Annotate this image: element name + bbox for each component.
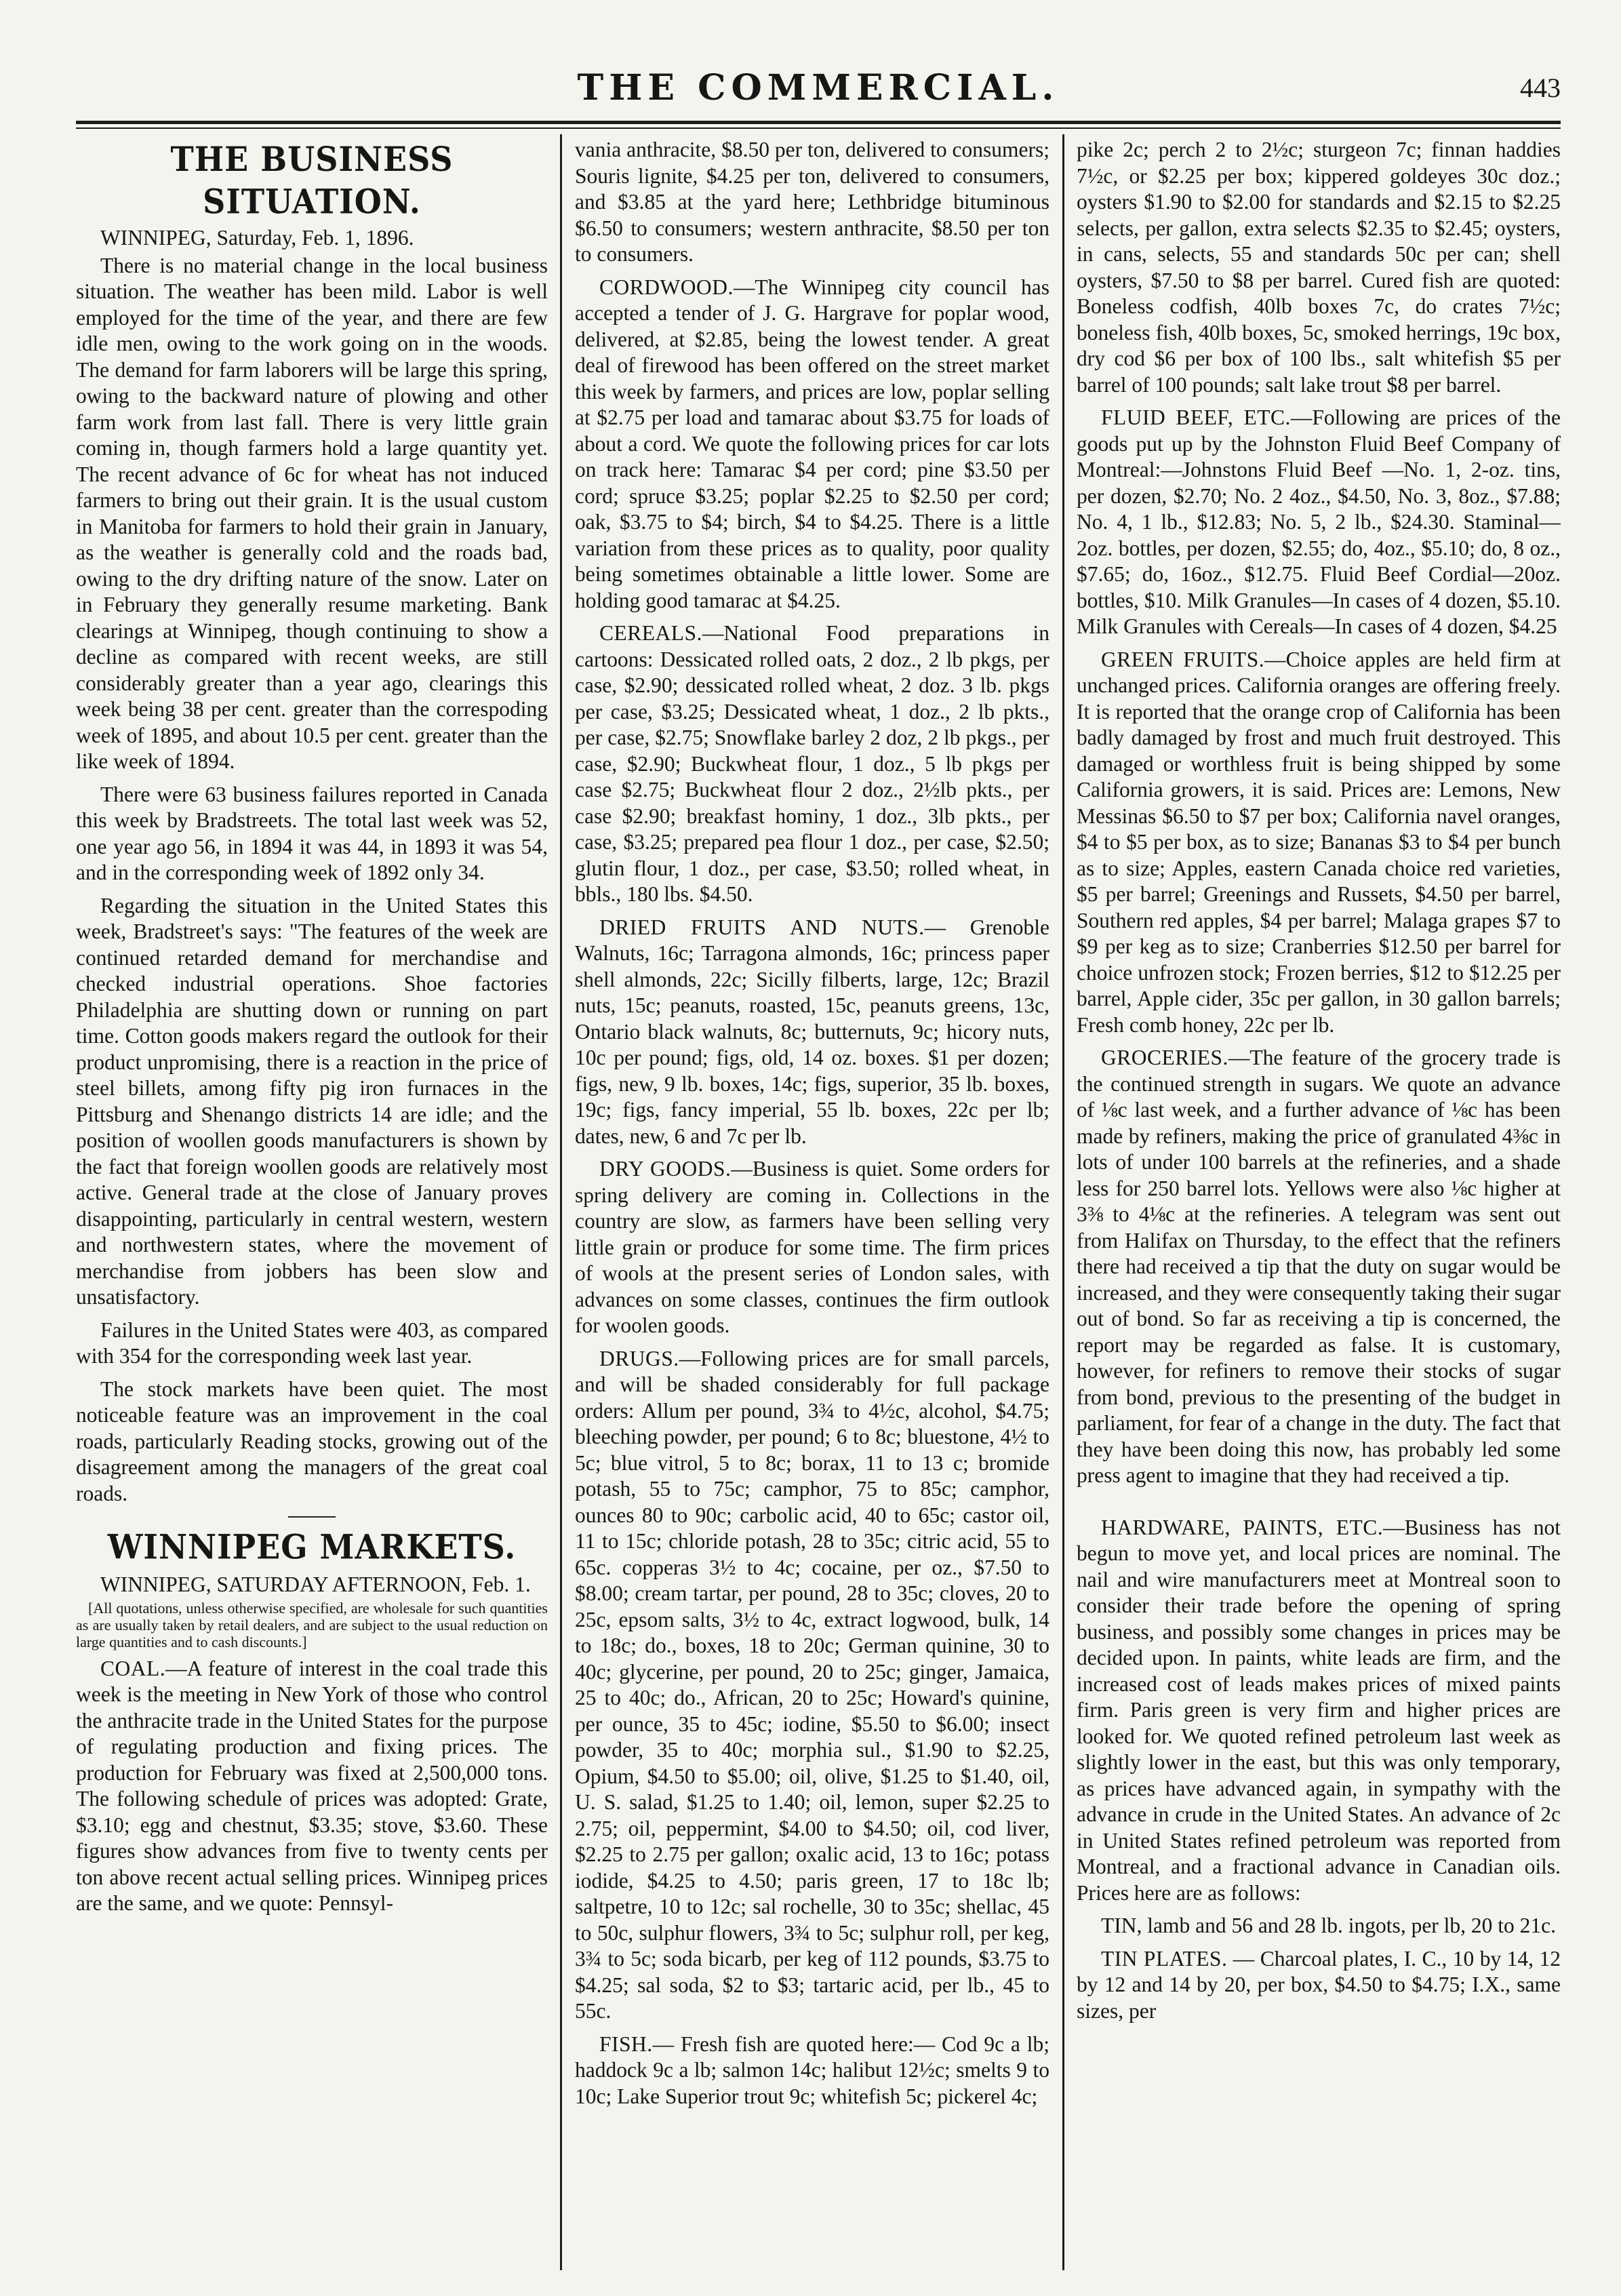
paragraph-cereals (575, 620, 1049, 908)
page-number: 443 (1520, 73, 1561, 103)
subhead: GREEN FRUITS. (1101, 647, 1265, 671)
subhead: DRY GOODS. (599, 1157, 732, 1181)
newspaper-title: THE COMMERCIAL. (577, 67, 1060, 108)
paragraph-fluid-beef (1077, 405, 1561, 640)
paragraph: pike 2c; perch 2 to 2½c; sturgeon 7c; finnan haddies 7½c, or $2.25 per box; kippered goldeyes 30c doz.; oysters $1.90 to $2.00 for standards and $2.15 to $2.25 selects, per gallon, extra selects $2.35 to $2.45; oysters, in cans, selects, 55 and standards 50c per can; shell oysters, $7.50 to $8 per barrel. Cured fish are quoted: Boneless codfish, 40lb boxes 7c, do crates 7½c; boneless fish, 40lb boxes, 5c, smoked herrings, 19c box, dry cod $6 per box of 100 lbs., salt whitefish $5 per barrel of 100 pounds; salt lake trout $8 per barrel. (1077, 138, 1561, 397)
subhead: CORDWOOD. (599, 275, 734, 299)
paragraph: Regarding the situation in the United States this week, Bradstreet's says: "The features of the week are continued retarded demand for merchandise and checked industrial operations. Shoe factories Philadelphia are shutting down or running on part time. Cotton goods makers regard the outlook for their product unpromising, there is a reaction in the price of steel billets, among fifty pig iron furnaces in the Pittsburg and Shenango districts 14 are idle; and the position of woollen goods manufacturers is shown by the fact that foreign woollen goods are relatively most active. General trade at the close of January proves disappointing, particularly in central western, western and northwestern states, where the movement of merchandise from jobbers has been slow and unsatisfactory. (76, 893, 548, 1309)
paragraph-text: —Business has not begun to move yet, and local prices are nominal. The nail and wire manufacturers meet at Montreal soon to consider their trade before the opening of spring business, and possibly some changes in prices may be decided upon. In paints, white leads are firm, and the increased cost of leads makes prices of mixed paints firm. Paris green is very firm and higher prices are looked for. We quoted refined petroleum last week as slightly lower in the east, but this was only temporary, as prices have advanced again, in sympathy with the advance in crude in the United States. An advance of 2c in United States refined petroleum was reported from Montreal, and a fractional advance in Canadian oils. Prices here are as follows: (1077, 1515, 1561, 1905)
paragraph-text: —The Winnipeg city council has accepted a tender of J. G. Hargrave for poplar wood, delivered, at $2.85, being the lowest tender. A great deal of firewood has been offered on the street market this week by farmers, and prices are low, poplar selling at $2.75 per load and tamarac about $3.75 for loads of about a cord. We quote the following prices for car lots on track here: Tamarac $4 per cord; pine $3.50 per cord; spruce $3.25; poplar $2.25 to $2.50 per cord; oak, $3.75 to $4; birch, $4 to $4.25. There is a little variation from these prices as to quality, poor quality being sometimes obtainable a little lower. Some are holding good tamarac at $4.25. (575, 275, 1049, 612)
paragraph-text: —Following prices are for small parcels, and will be shaded considerably for full package orders: Allum per pound, 3¾ to 4½c, alcohol, $4.75; bleeching powder, per pound; 6 to 8c; bluestone, 4½ to 5c; blue vitrol, 5 to 8c; borax, 11 to 13 c; bromide potash, 55 to 75c; camphor, 75 to 85c; camphor, ounces 80 to 90c; carbolic acid, 40 to 65c; castor oil, 11 to 15c; chloride potash, 28 to 35c; citric acid, 55 to 65c. copperas 3½ to 4c; cocaine, per oz., $7.50 to $8.00; cream tartar, per pound, 28 to 35c; cloves, 20 to 25c, epsom salts, 3½ to 4c, extract logwood, bulk, 14 to 18c; do., boxes, 18 to 20c; German quinine, 30 to 40c; glycerine, per pound, 20 to 25c; ginger, Jamaica, 25 to 40c; do., African, 20 to 25c; Howard's quinine, per ounce, 35 to 45c; iodine, $5.50 to $6.00; insect powder, 35 to 40c; morphia sul., $1.90 to $2.25, Opium, $4.50 to $5.00; oil, olive, $1.25 to $1.40, oil, U. S. salad, $1.25 to 1.40; oil, lemon, super $2.25 to 2.75; oil, peppermint, $4.00 to $4.50; oil, cod liver, $2.25 to 2.75 per gallon; oxalic acid, 13 to 16c; potass iodide, $4.25 to 4.50; paris green, 17 to 18c lb; saltpetre, 10 to 12c; sal rochelle, 30 to 35c; shellac, 45 to 50c, sulphur flowers, 3¾ to 5c; sulphur roll, per keg, 3¾ to 5c; soda bicarb, per keg of 112 pounds, $3.75 to $4.25; sal soda, $2 to $3; tartaric acid, per lb., 45 to 55c. (575, 1346, 1049, 2023)
subhead: FISH. (599, 2032, 653, 2056)
column-2 (575, 137, 1049, 2270)
subhead: DRUGS. (599, 1346, 679, 1370)
subhead: FLUID BEEF, ETC. (1101, 405, 1291, 429)
column-3 (1077, 137, 1561, 2270)
paragraph-text: —The feature of the grocery trade is the continued strength in sugars. We quote an advance of ⅛c last week, and a further advance of ⅛c has been made by refiners, making the price of granulated 4⅜c in lots of under 100 barrels at the refineries, and a shade less for 250 barrel lots. Yellows were also ⅛c higher at 3⅜ to 4⅛c at the refineries. A telegram was sent out from Halifax on Thursday, to the effect that the refiners there had received a tip that the duty on sugar would be increased, and they were consequently taking their sugar out of bond. So far as receiving a tip is concerned, the report may be regarded as false. It is customary, however, for refiners to remove their stocks of sugar from bond, previous to the presenting of the budget in parliament, for fear of a change in the duty. The fact that they have been doing this now, has probably led some press agent to imagine that they had received a tip. (1077, 1046, 1561, 1487)
section-separator (288, 1516, 336, 1518)
section-heading-winnipeg-markets: WINNIPEG MARKETS. (107, 1526, 517, 1567)
subhead: TIN PLATES. (1101, 1946, 1228, 1971)
column-divider-2 (1062, 134, 1064, 2270)
paragraph: The stock markets have been quiet. The most noticeable feature was an improvement in the coal roads, particularly Reading stocks, growing out of the disagreement among the managers of the great coal roads. (76, 1377, 548, 1505)
subhead: GROCERIES. (1101, 1046, 1228, 1069)
paragraph-dried-fruits (575, 915, 1049, 1150)
paragraph: There is no material change in the local business situation. The weather has been mild. Labor is well employed for the time of the year, and there are few idle men, owing to the work going on in the woods. The demand for farm laborers will be large this spring, owing to the backward nature of plowing and other farm work from last fall. There is very little grain coming in, though farmers hold a large quantity yet. The recent advance of 6c for wheat has not induced farmers to bring out their grain. It is the usual custom in Manitoba for farmers to hold their grain in January, as the weather is generally cold and the roads bad, owing to the dry drifting nature of the snow. Later on in February they generally resume marketing. Bank clearings at Winnipeg, though continuing to show a decline as compared with recent weeks, are still considerably greater than a year ago, clearings this week being 38 per cent. greater than the correspoding week of 1895, and about 10.5 per cent. greater than the like week of 1894. (76, 253, 548, 773)
spacer (1077, 1496, 1561, 1515)
paragraph-coal (76, 1656, 548, 1917)
paragraph-text: — Grenoble Walnuts, 16c; Tarragona almonds, 16c; princess paper shell almonds, 22c; Sicilly filberts, large, 12c; Brazil nuts, 15c; peanuts, roasted, 15c, peanuts greens, 13c, Ontario black walnuts, 8c; butternuts, 9c; hicory nuts, 10c per pound; figs, old, 14 oz. boxes. $1 per dozen; figs, new, 9 lb. boxes, 14c; figs, superior, 35 lb. boxes, 19c; figs, fancy imperial, 55 lb. boxes, 22c per lb; dates, new, 6 and 7c per lb. (575, 915, 1049, 1148)
paragraph-hardware (1077, 1515, 1561, 1907)
subhead: COAL. (100, 1656, 166, 1680)
paragraph-text: —A feature of interest in the coal trade this week is the meeting in New York of those who control the anthracite trade in the United States for the purpose of regulating production and fixing prices. The production for February was fixed at 2,500,000 tons. The following schedule of prices was adopted: Grate, $3.10; egg and chestnut, $3.35; stove, $3.60. These figures show advances from five to twenty cents per ton above recent actual selling prices. Winnipeg prices are the same, and we quote: Pennsyl- (76, 1656, 548, 1915)
paragraph: There were 63 business failures reported in Canada this week by Bradstreets. The total last week was 52, one year ago 56, in 1894 it was 44, in 1893 it was 54, and in the corresponding week of 1892 only 34. (76, 782, 548, 884)
subhead: HARDWARE, PAINTS, ETC. (1101, 1515, 1384, 1539)
paragraph: Failures in the United States were 403, as compared with 354 for the corresponding week last year. (76, 1318, 548, 1368)
paragraph-green-fruits (1077, 647, 1561, 1039)
subhead: DRIED FRUITS AND NUTS. (599, 915, 925, 939)
paragraph-cordwood (575, 275, 1049, 614)
paragraph: vania anthracite, $8.50 per ton, delivered to consumers; Souris lignite, $4.25 per ton, delivered to consumers, and $3.85 at the yard here; Lethbridge bituminous $6.50 to consumers; western anthracite, $8.50 per ton to consumers. (575, 138, 1049, 266)
paragraph-text: —Choice apples are held firm at unchanged prices. California oranges are offering freely. It is reported that the orange crop of California has been badly damaged by frost and much fruit destroyed. This damaged or worthless fruit is being shipped by some California growers, it is said. Prices are: Lemons, New Messinas $6.50 to $7 per box; California navel oranges, $4 to $5 per box, as to size; Bananas $3 to $4 per bunch as to size; Apples, eastern Canada choice red varieties, $5 per barrel; Greenings and Russets, $4.50 per barrel, Southern red apples, $4 per barrel; Malaga grapes $7 to $9 per keg as to size; Cranberries $12.50 per barrel for choice unfrozen stock; Frozen berries, $12 to $12.25 per barrel, Apple cider, 35c per gallon, in 30 gallon barrels; Fresh comb honey, 22c per lb. (1077, 647, 1561, 1037)
quotation-note: [All quotations, unless otherwise specified, are wholesale for such quantities as are usually taken by retail dealers, and are subject to the usual reduction on large quantities and to cash discounts.] (76, 1599, 548, 1650)
paragraph-text: —Following are prices of the goods put up by the Johnston Fluid Beef Company of Montreal:—Johnstons Fluid Beef —No. 1, 2-oz. tins, per dozen, $2.70; No. 2 4oz., $4.50, No. 3, 8oz., $7.88; No. 4, 1 lb., $12.83; No. 5, 2 lb., $24.30. Staminal—2oz. bottles, per dozen, $2.55; do, 4oz., $5.10; do, 8 oz., $7.65; do, 16oz., $12.75. Fluid Beef Cordial—20oz. bottles, $10. Milk Granules—In cases of 4 dozen, $5.10. Milk Granules with Cereals—In cases of 4 dozen, $4.25 (1077, 405, 1561, 638)
masthead-rule-thick (76, 121, 1561, 124)
paragraph-groceries (1077, 1045, 1561, 1489)
paragraph-tin-plates (1077, 1946, 1561, 2025)
paragraph-text: —Business is quiet. Some orders for spring delivery are coming in. Collections in the country are slow, as farmers have been selling very little grain or produce for some time. The firm prices of wools at the present series of London sales, with advances on some classes, continues the firm outlook for woolen goods. (575, 1157, 1049, 1337)
paragraph-drugs (575, 1346, 1049, 2025)
paragraph-fish (575, 2032, 1049, 2110)
dateline: WINNIPEG, SATURDAY AFTERNOON, Feb. 1. (100, 1572, 531, 1596)
paragraph-text: — Fresh fish are quoted here:— Cod 9c a lb; haddock 9c a lb; salmon 14c; halibut 12½c; smelts 9 to 10c; Lake Superior trout 9c; whitefish 5c; pickerel 4c; (575, 2032, 1049, 2108)
paragraph-dry-goods (575, 1156, 1049, 1339)
paragraph-text: —National Food preparations in cartoons: Dessicated rolled oats, 2 doz., 2 lb pkgs, per case, $2.90; dessicated rolled wheat, 2 doz. 3 lb. pkgs per case, $3.25; Dessicated wheat, 1 doz., 2 lb pkts., per case, $2.75; Snowflake barley 2 doz, 2 lb pkgs., per case, $2.90; Buckwheat flour, 1 doz., 5 lb pkgs per case $2.75; Buckwheat flour 2 doz., 2½lb pkts., per case $2.90; breakfast hominy, 1 doz., 3lb pkts., per case, $3.25; prepared pea flour 1 doz., per case, $2.50; glutin flour, 1 doz., per case, $3.50; rolled wheat, in bbls., 180 lbs. $4.50. (575, 621, 1049, 906)
column-1 (76, 137, 548, 2270)
masthead (76, 62, 1561, 117)
section-heading-business-situation: THE BUSINESS SITUATION. (170, 139, 454, 222)
column-divider-1 (560, 134, 562, 2270)
subhead: CEREALS. (599, 621, 702, 645)
paragraph-text: — Charcoal plates, I. C., 10 by 14, 12 by 12 and 14 by 20, per box, $4.50 to $4.75; I.X., same sizes, per (1077, 1946, 1561, 2023)
masthead-rule-thin (76, 127, 1561, 129)
paragraph-tin: TIN, lamb and 56 and 28 lb. ingots, per lb, 20 to 21c. (1101, 1914, 1557, 1937)
dateline: WINNIPEG, Saturday, Feb. 1, 1896. (100, 226, 414, 250)
